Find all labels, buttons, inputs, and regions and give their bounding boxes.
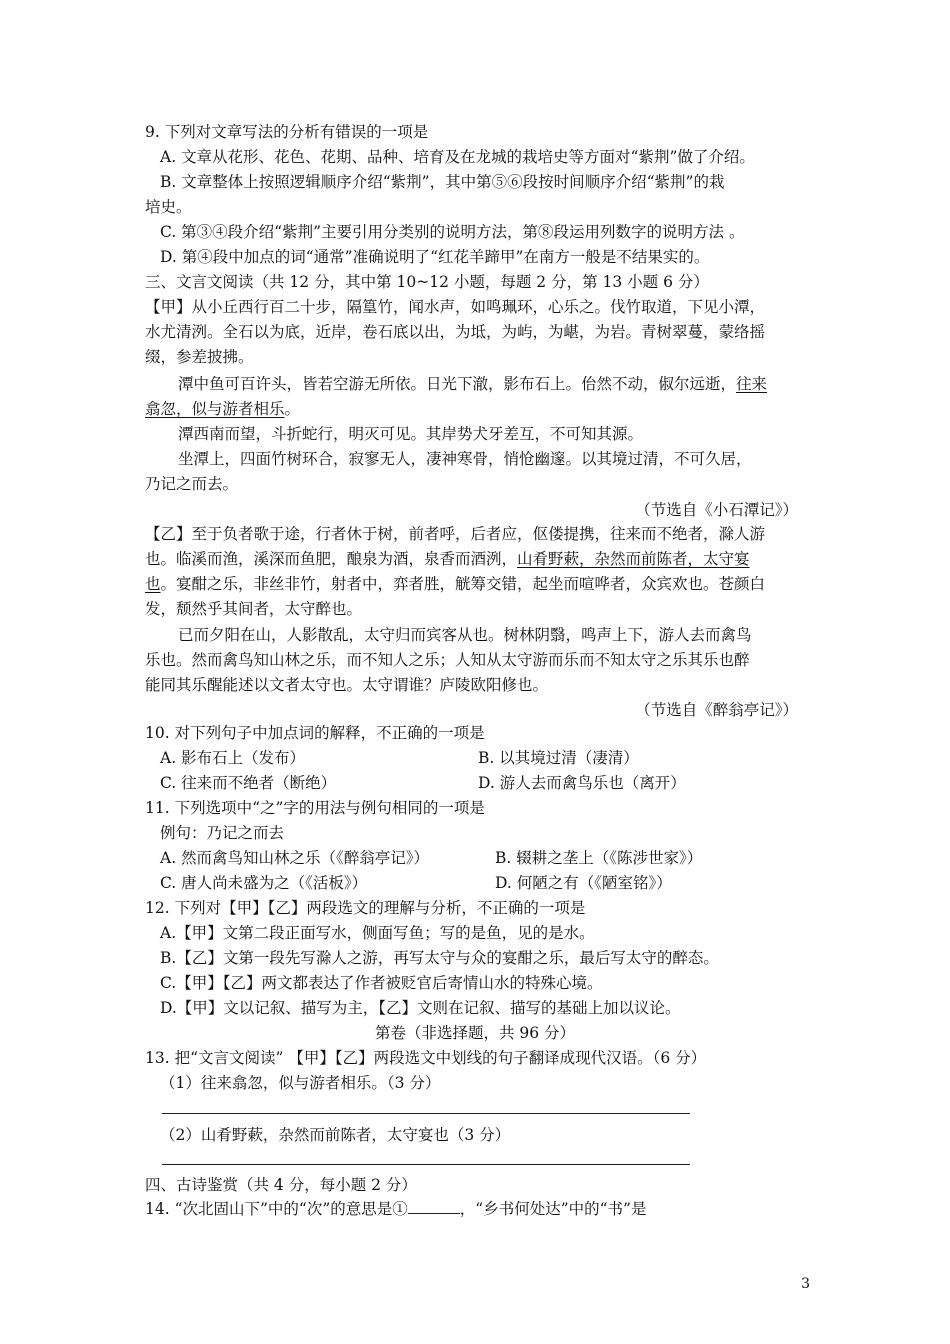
jia-p2-text: 潭中鱼可百许头，皆若空游无所依。日光下澈，影布石上。佁然不动，俶尔远逝， <box>178 375 737 393</box>
jia-p1-line3: 缀，参差披拂。 <box>145 348 254 366</box>
yi-p2-line3: 能同其乐醒能述以文者太守也。太守谓谁？庐陵欧阳修也。 <box>145 676 549 694</box>
jia-p1-line2: 水尤清洌。全石以为底，近岸，卷石底以出，为坻，为屿，为嵁，为岩。青树翠蔓，蒙络摇 <box>145 323 766 341</box>
yi-underlined-sentence-part1: 山肴野蔌，杂然而前陈者，太守宴 <box>517 550 750 568</box>
yi-p1-line4: 发，颓然乎其间者，太守醉也。 <box>145 600 363 618</box>
jia-p2-line2 <box>145 398 300 420</box>
yi-p2-line1: 已而夕阳在山，人影散乱，太守归而宾客从也。树林阴翳，鸣声上下，游人去而禽鸟 <box>178 626 752 644</box>
q11-option-a: A. 然而禽鸟知山林之乐（《醉翁亭记》） <box>160 849 430 867</box>
jia-underlined-sentence-part2: 翕忽，似与游者相乐 <box>145 400 285 418</box>
q11-option-d: D. 何陋之有（《陋室铭》） <box>495 874 672 892</box>
q9-option-a: A. 文章从花形、花色、花期、品种、培育及在龙城的栽培史等方面对“紫荆”做了介绍。 <box>160 148 755 166</box>
q13-stem: 13. 把“文言文阅读” 【甲】【乙】两段选文中划线的句子翻译成现代汉语。（6 分） <box>145 1049 707 1067</box>
yi-p1-text-cont: 。宴酣之乐，非丝非竹，射者中，弈者胜，觥筹交错，起坐而喧哗者，众宾欢也。苍颜白 <box>160 575 766 593</box>
jia-p4-line1: 坐潭上，四面竹树环合，寂寥无人，凄神寒骨，悄怆幽邃。以其境过清，不可久居， <box>178 450 752 468</box>
q14-line <box>145 1198 646 1220</box>
jia-p1-line1: 【甲】从小丘西行百二十步，隔篁竹，闻水声，如鸣珮环，心乐之。伐竹取道，下见小潭， <box>145 298 766 316</box>
page-number: 3 <box>801 1276 810 1292</box>
q10-option-b: B. 以其境过清（凄清） <box>478 749 639 767</box>
q12-option-c: C.【甲】【乙】两文都表达了作者被贬官后寄情山水的特殊心境。 <box>160 974 603 992</box>
q9-stem: 9. 下列对文章写法的分析有错误的一项是 <box>145 123 429 141</box>
q12-stem: 12. 下列对【甲】【乙】两段选文的理解与分析，不正确的一项是 <box>145 899 586 917</box>
q13-sub2: （2）山肴野蔌，杂然而前陈者，太守宴也（3 分） <box>160 1126 511 1144</box>
yi-p1-line1: 【乙】至于负者歌于途，行者休于树，前者呼，后者应，伛偻提携，往来而不绝者，滁人游 <box>145 525 766 543</box>
q14-text-pre: 14. “次北固山下”中的“次”的意思是① <box>145 1200 408 1218</box>
q13-answer-line-1[interactable] <box>162 1113 690 1114</box>
q11-stem: 11. 下列选项中“之”字的用法与例句相同的一项是 <box>145 799 485 817</box>
q9-option-d: D. 第④段中加点的词“通常”准确说明了“红花羊蹄甲”在南方一般是不结果实的。 <box>160 248 710 266</box>
q10-option-a: A. 影布石上（发布） <box>160 749 306 767</box>
yi-underlined-sentence-part2: 也 <box>145 575 161 593</box>
yi-p1-line3 <box>145 573 765 595</box>
part2-title: 第卷（非选择题，共 96 分） <box>374 1024 576 1042</box>
yi-p2-line2: 乐也。然而禽鸟知山林之乐，而不知人之乐；人知从太守游而乐而不知太守之乐其乐也醉 <box>145 651 750 669</box>
jia-underlined-sentence-part1: 往来 <box>736 375 768 393</box>
jia-source: （节选自《小石潭记》） <box>635 501 798 519</box>
section3-title: 三、文言文阅读（共 12 分，其中第 10~12 小题，每题 2 分，第 13 小题 6 分） <box>145 273 709 291</box>
q10-option-c: C. 往来而不绝者（断绝） <box>160 774 337 792</box>
q9-option-c: C. 第③④段介绍“紫荆”主要引用分类别的说明方法，第⑧段运用列数字的说明方法 。 <box>160 223 745 241</box>
q14-blank-1[interactable] <box>408 1199 460 1214</box>
q11-option-b: B. 辍耕之垄上（《陈涉世家》） <box>495 849 703 867</box>
q11-example: 例句：乃记之而去 <box>160 824 285 842</box>
q13-answer-line-2[interactable] <box>162 1164 690 1165</box>
yi-p1-text: 也。临溪而渔，溪深而鱼肥，酿泉为酒，泉香而酒洌， <box>145 550 518 568</box>
q9-option-b-cont: 培史。 <box>145 198 192 216</box>
section4-title: 四、古诗鉴赏（共 4 分，每小题 2 分） <box>145 1176 417 1194</box>
q11-option-c: C. 唐人尚未盛为之（《活板》） <box>160 874 368 892</box>
jia-p2-end: 。 <box>284 400 301 418</box>
q12-option-d: D.【甲】文以记叙、描写为主，【乙】文则在记叙、描写的基础上加以议论。 <box>160 999 681 1017</box>
jia-p4-line2: 乃记之而去。 <box>145 475 239 493</box>
q10-stem: 10. 对下列句子中加点词的解释，不正确的一项是 <box>145 724 485 742</box>
yi-p1-line2 <box>145 548 750 570</box>
q13-sub1: （1）往来翕忽，似与游者相乐。（3 分） <box>160 1074 441 1092</box>
q10-option-d: D. 游人去而禽鸟乐也（离开） <box>478 774 686 792</box>
q12-option-a: A.【甲】文第二段正面写水，侧面写鱼；写的是鱼，见的是水。 <box>160 924 595 942</box>
q12-option-b: B.【乙】文第一段先写滁人之游，再写太守与众的宴酣之乐，最后写太守的醉态。 <box>160 949 719 967</box>
jia-p3: 潭西南而望，斗折蛇行，明灭可见。其岸势犬牙差互，不可知其源。 <box>178 425 644 443</box>
q9-option-b: B. 文章整体上按照逻辑顺序介绍“紫荆”，其中第⑤⑥段按时间顺序介绍“紫荆”的栽 <box>160 173 725 191</box>
jia-p2-line1 <box>178 373 767 395</box>
q14-text-post: ，“乡书何处达”中的“书”是 <box>459 1200 647 1218</box>
yi-source: （节选自《醉翁亭记》） <box>635 701 798 719</box>
